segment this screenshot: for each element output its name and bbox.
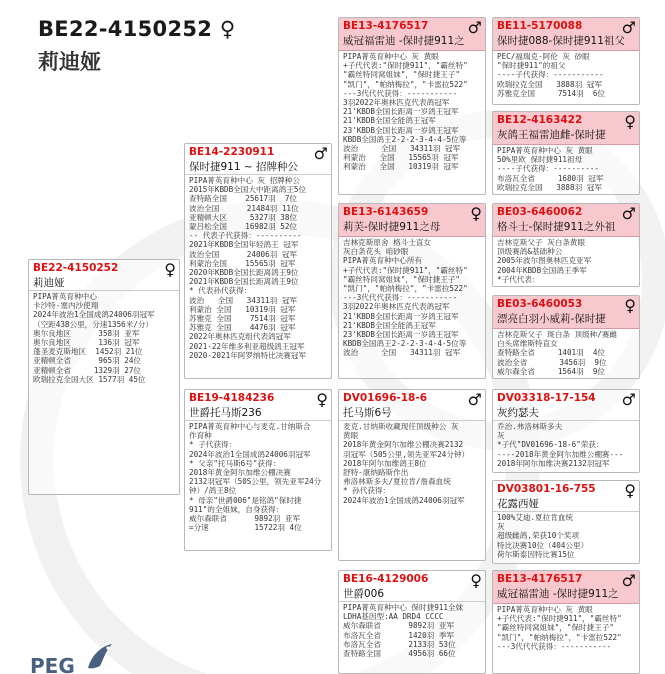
male-symbol-icon: ♂ <box>621 18 636 37</box>
bird-details <box>339 51 485 173</box>
detail-line: 作育种 <box>189 431 212 441</box>
bird-details <box>493 604 639 652</box>
ring-number: BE03-6460053 <box>497 298 583 310</box>
detail-line: 2020-2021年阿罗纳特比决赛冠军 <box>189 350 307 360</box>
detail-line: 奥尔良地区 358羽 亚军 <box>33 328 140 338</box>
bird-details <box>185 421 331 533</box>
bird-name: 威冠福雷迪 -保时捷911之 <box>339 34 485 51</box>
detail-line: ----子代获得：----------- <box>497 70 604 80</box>
detail-line: * 代表孙代获得： <box>189 286 252 296</box>
detail-line: ----子代获得：---------- <box>497 164 599 174</box>
bird-details <box>493 237 639 285</box>
detail-line: PIPA菁英育种中心 灰 招牌种公 <box>189 176 300 185</box>
detail-line: 欧瑞拉克全国大区 1577羽 45位 <box>33 374 146 384</box>
detail-line: 2024年波治1全国成鸽24006羽冠军 <box>343 495 465 505</box>
detail-line: 威尔森全省 1564羽 9位 <box>497 366 606 376</box>
male-symbol-icon: ♂ <box>467 18 482 37</box>
detail-line: 亚精顿大区 5327羽 38位 <box>189 212 298 222</box>
female-symbol-icon: ♀ <box>624 112 636 131</box>
detail-line: ---3代代代获得：----------- <box>343 88 458 98</box>
detail-line: +子代代表:"保时捷911"，"霸丝特" <box>497 614 622 624</box>
detail-line: * 子代获得： <box>189 440 237 450</box>
male-symbol-icon: ♂ <box>621 571 636 590</box>
ring-number: BE13-4176517 <box>343 20 429 32</box>
detail-line: PIPA菁英育种中心 灰 黄眼 <box>497 605 593 614</box>
detail-line: PIPA菁英育种中心 保时捷911全妹 <box>343 603 464 612</box>
ring-number: BE03-6460062 <box>497 206 583 218</box>
detail-line: 2021-22年维多利亚超级鸽王冠军 <box>189 341 305 351</box>
detail-line: LDHA基因型:AA DRD4 CCCC <box>343 612 444 622</box>
female-symbol-icon: ♀ <box>470 571 482 590</box>
bird-name: 花露西娅 <box>493 497 639 512</box>
female-symbol-icon: ♀ <box>164 260 176 279</box>
detail-line: 麦克.甘纳斯收藏现任顶级种公 灰 <box>343 422 459 431</box>
detail-line: =分速 15722羽 4位 <box>189 523 302 533</box>
pigeon-logo-icon <box>84 640 114 674</box>
detail-line: PIPA菁英育种中心 灰 黄眼 <box>343 52 439 61</box>
detail-line: 利蒙治 全国 10319羽 冠军 <box>189 304 296 314</box>
detail-line: 吉林克斯原舍 格斗士直女 <box>343 238 432 247</box>
detail-line: 布洛瓦全省 1680羽 冠军 <box>497 173 604 183</box>
detail-line: 利蒙治 全国 10319羽 冠军 <box>343 162 459 172</box>
ring-number: DV01696-18-6 <box>343 392 428 404</box>
card-sire <box>184 143 332 379</box>
detail-line: KBDB全国鸽王2-2-2-3-4-4-5位等 <box>343 339 467 349</box>
detail-line: +子代代表:"保时捷911"，"霸丝特" <box>343 61 468 71</box>
female-symbol-icon: ♀ <box>316 390 328 409</box>
detail-line: 吉林克斯父子 灰白条黄眼 <box>497 238 586 247</box>
card-sds <box>492 203 640 287</box>
detail-line: 911"的全姐妹，自身获得： <box>189 504 284 514</box>
ring-number: BE12-4163422 <box>497 114 583 126</box>
bird-details <box>493 512 639 560</box>
ring-number: DV03801-16-755 <box>497 483 596 495</box>
detail-line: 钟）/鸽王8位 <box>189 486 237 496</box>
logo: PEG <box>30 654 75 674</box>
detail-line: 2132羽冠军（50S公里，领先亚军24分 <box>189 477 322 487</box>
detail-line: ----2018年黄金阿尔加维公棚赛--- <box>497 449 624 459</box>
detail-line: 蓬圣麦克斯地区 1452羽 21位 <box>33 347 143 357</box>
detail-line: 3羽2022年奥林匹克代表鸽冠军 <box>343 302 450 312</box>
detail-line: 波治 全国 34311羽 冠军 <box>189 295 298 305</box>
detail-line: "保时捷911"的祖父 <box>497 61 566 71</box>
detail-line: *子代"DV01696-18-6"荣获： <box>497 440 604 450</box>
detail-line: 利蒙治 全国 15565羽 冠军 <box>343 153 459 163</box>
detail-line: 灰 <box>497 431 505 441</box>
detail-line: "凯门"，"帕纳梅拉"，"卡雷拉522" <box>343 284 468 294</box>
detail-line: 23'KBDB全国长距离一岁鸽王冠军 <box>343 125 459 135</box>
card-dds <box>492 570 640 674</box>
detail-line: "霸丝特同窝姐妹"，"保时捷王子" <box>343 70 461 80</box>
detail-line: 顶级赛鸽&基础种公 <box>497 247 563 257</box>
ring-number: BE13-4176517 <box>497 573 583 585</box>
card-ssd <box>492 111 640 195</box>
detail-line: 波治全国 21484羽 11位 <box>189 203 299 213</box>
detail-line: 苏雅克 全国 4476羽 冠军 <box>189 323 296 333</box>
ring-number: BE22-4150252 <box>33 262 119 274</box>
bird-details <box>493 329 639 377</box>
detail-line: 2021年KBDB全国年轻鸽王 冠军 <box>189 240 299 250</box>
female-symbol-icon: ♀ <box>624 481 636 500</box>
bird-details <box>493 51 639 99</box>
female-symbol-icon: ♀ <box>470 204 482 223</box>
pedigree-ring-number: BE22-4150252 ♀ <box>38 17 236 41</box>
detail-line: KBDB全国鸽王2-2-2-3-4-4-5位等 <box>343 134 467 144</box>
card-subject <box>28 259 180 495</box>
detail-line: 波治 全国 34311羽 冠军 <box>343 348 461 358</box>
detail-line: 布洛瓦全省 2133羽 53位 <box>343 639 456 649</box>
detail-line: 查特路全国 25617羽 7位 <box>189 194 298 204</box>
male-symbol-icon: ♂ <box>621 204 636 223</box>
detail-line: 3羽2022年奥林匹克代表鸽冠军 <box>343 98 450 108</box>
detail-line: +子代代表:"保时捷911"，"霸丝特" <box>343 265 468 275</box>
bird-details <box>185 175 331 361</box>
detail-line: （空距438公里，分速1356米/分） <box>33 319 154 329</box>
male-symbol-icon: ♂ <box>313 144 328 163</box>
detail-line: 100%艾迪.夏拉肯血统 <box>497 513 574 522</box>
card-sire-sire <box>338 17 486 195</box>
detail-line: 苏雅克全国 7514羽 6位 <box>497 88 606 98</box>
detail-line: 卡沙特-塞内沙使翔 <box>33 301 99 311</box>
ring-number: BE11-5170088 <box>497 20 583 32</box>
detail-line: 21'KBDB全国全能鸽王冠军 <box>343 320 436 330</box>
detail-line: 2024年波治1全国成鸽24006羽冠军 <box>189 449 311 459</box>
bird-details <box>493 145 639 193</box>
bird-details <box>339 602 485 659</box>
bird-name: 威冠福雷迪 -保时捷911之 <box>493 587 639 604</box>
detail-line: 布洛瓦全省 1420羽 季军 <box>343 630 455 640</box>
bird-name: 莉芙-保时捷911之母 <box>339 220 485 237</box>
bird-details <box>493 421 639 469</box>
detail-line: 超级雌鸽,荣获10个奖项 <box>497 531 580 541</box>
bird-name: 灰约瑟夫 <box>493 406 639 421</box>
bird-name: 莉迪娅 <box>29 276 179 291</box>
detail-line: 23'KBDB全国长距离一岁鸽王冠军 <box>343 330 459 340</box>
detail-line: "霸丝特同窝姐妹"，"保时捷王子" <box>497 623 615 633</box>
bird-name: 世爵托马斯236 <box>185 406 331 421</box>
detail-line: 2018年黄金阿尔加维公棚决赛2132 <box>343 440 464 450</box>
card-dam-dam <box>338 570 486 674</box>
bird-name: 世爵006 <box>339 587 485 602</box>
card-sire-dam <box>338 203 486 379</box>
detail-line: 威尔森联省 9892羽 亚军 <box>189 514 301 524</box>
bird-name: 保时捷911 ~ 招牌种公 <box>185 160 331 175</box>
detail-line: 波治全省 3456羽 9位 <box>497 357 607 367</box>
detail-line: 21'KBDB全国长距离一岁鸽王冠军 <box>343 311 459 321</box>
bird-name: 格斗士-保时捷911之外祖 <box>493 220 639 237</box>
detail-line: 2018年阿尔加维鸽王8位 <box>343 458 427 468</box>
detail-line: * 母亲"世爵006"是铭鸽"保时捷 <box>189 495 302 505</box>
card-sdd <box>492 295 640 379</box>
detail-line: 50%里欧 保时捷911祖母 <box>497 155 583 165</box>
male-symbol-icon: ♂ <box>467 390 482 409</box>
detail-line: 查特路全国 4956羽 66位 <box>343 649 456 659</box>
detail-line: 2018年阿尔加维决赛2132羽冠军 <box>497 458 610 468</box>
detail-line: 查特路全省 1401羽 4位 <box>497 348 606 358</box>
detail-line: 灰 <box>497 522 505 532</box>
bird-name: 托马斯6号 <box>339 406 485 421</box>
detail-line: 2020年KBDB全国长距离鸽王9位 <box>189 268 299 278</box>
detail-line: 奥尔良地区 136羽 冠军 <box>33 338 140 348</box>
detail-line: 亚精顿全省 965羽 24位 <box>33 356 142 366</box>
detail-line: PIPA菁英育种中心与麦克.甘纳斯合 <box>189 422 311 431</box>
detail-line: 波治全国 24006羽 冠军 <box>189 249 298 259</box>
detail-line: "霸丝特同窝姐妹"，"保时捷王子" <box>343 274 461 284</box>
card-dsd <box>492 480 640 564</box>
card-sss <box>492 17 640 105</box>
detail-line: 白头席维斯特直女 <box>497 339 558 349</box>
detail-line: 荷尔斯泰因特比赛15位 <box>497 549 575 559</box>
detail-line: PEC/福瑞克-阿伦 灰 砂眼 <box>497 52 590 61</box>
bird-name: 保时捷088-保时捷911祖父 <box>493 34 639 51</box>
card-dam-sire <box>338 389 486 561</box>
detail-line: 21'KBDB全国全能鸽王冠军 <box>343 116 436 126</box>
ring-number: BE13-6143659 <box>343 206 429 218</box>
detail-line: ---3代代代获得：----------- <box>343 293 458 303</box>
detail-line: 2015年KBDB全国大中距离鸽王5位 <box>189 185 307 195</box>
detail-line: 黄眼 <box>343 431 359 441</box>
detail-line: ---3代代代获得：----------- <box>497 641 612 651</box>
bird-details <box>339 421 485 506</box>
ring-number: DV03318-17-154 <box>497 392 596 404</box>
detail-line: 乔治.弗洛林斯多夫 <box>497 422 563 431</box>
detail-line: 波治 全国 34311羽 冠军 <box>343 144 461 154</box>
ring-number: BE19-4184236 <box>189 392 275 404</box>
detail-line: -- 代表子代获得：---------- <box>189 231 302 241</box>
detail-line: 舒特-康纳路斯作出 <box>343 468 409 478</box>
pedigree-bird-name: 莉迪娅 <box>38 50 101 74</box>
detail-line: 2018年黄金阿尔加维公棚决赛 <box>189 468 291 478</box>
detail-line: 威尔森联省 9892羽 亚军 <box>343 621 455 631</box>
female-symbol-icon: ♀ <box>219 17 236 41</box>
detail-line: 吉林克斯父子 斑白条 顶级种/赛雌 <box>497 330 618 339</box>
detail-line: 特比决赛10位（404公里） <box>497 540 589 550</box>
detail-line: PIPA菁英育种中心所有 <box>343 256 423 266</box>
card-dam <box>184 389 332 551</box>
ring-number: BE16-4129006 <box>343 573 429 585</box>
detail-line: 2022年奥林匹克组代表鸽冠军 <box>189 332 291 342</box>
detail-line: 2004年KBDB全国鸽王季军 <box>497 265 587 275</box>
detail-line: 灰白条花头 咱砂眼 <box>343 247 409 257</box>
detail-line: 亚精顿全省 1329羽 27位 <box>33 365 142 375</box>
detail-line: PIPA菁英育种中心 <box>33 292 97 301</box>
detail-line: 2005年波尔图奥林匹克亚军 <box>497 256 592 266</box>
ring-number: BE14-2230911 <box>189 146 275 158</box>
detail-line: 弗洛林斯多夫/夏拉肯/詹森血统 <box>343 477 451 487</box>
detail-line: 2024年波治1全国成鸽24006羽冠军 <box>33 310 155 320</box>
detail-line: 利蒙治全国 15565羽 冠军 <box>189 258 296 268</box>
detail-line: 欧瑞拉克全国 3888羽 冠军 <box>497 79 602 89</box>
male-symbol-icon: ♂ <box>621 390 636 409</box>
detail-line: 羽冠军（505公里,领先亚军24分钟） <box>343 449 470 459</box>
detail-line: "凯门"，"帕纳梅拉"，"卡雷拉522" <box>343 79 468 89</box>
detail-line: * 父亲"托马斯6号"获得： <box>189 458 281 468</box>
card-dss <box>492 389 640 473</box>
bird-details <box>339 237 485 359</box>
detail-line: 蒙吕松全国 16982羽 52位 <box>189 222 298 232</box>
bird-name: 灰鸽王福雷迪雌-保时捷 <box>493 128 639 145</box>
detail-line: * 孙代获得： <box>343 486 391 496</box>
bird-name: 漂亮白羽小威莉-保时捷 <box>493 312 639 329</box>
detail-line: PIPA菁英育种中心 灰 黄眼 <box>497 146 593 155</box>
detail-line: 欧瑞拉克全国 3888羽 冠军 <box>497 182 602 192</box>
detail-line: "凯门"，"帕纳梅拉"，"卡雷拉522" <box>497 632 622 642</box>
detail-line: 21'KBDB全国长距离一岁鸽王冠军 <box>343 107 459 117</box>
female-symbol-icon: ♀ <box>624 296 636 315</box>
detail-line: 苏雅克 全国 7514羽 冠军 <box>189 314 296 324</box>
bird-details <box>29 291 179 385</box>
detail-line: *子代代表： <box>497 274 540 284</box>
detail-line: 2021年KBDB全国长距离鸽王9位 <box>189 277 299 287</box>
